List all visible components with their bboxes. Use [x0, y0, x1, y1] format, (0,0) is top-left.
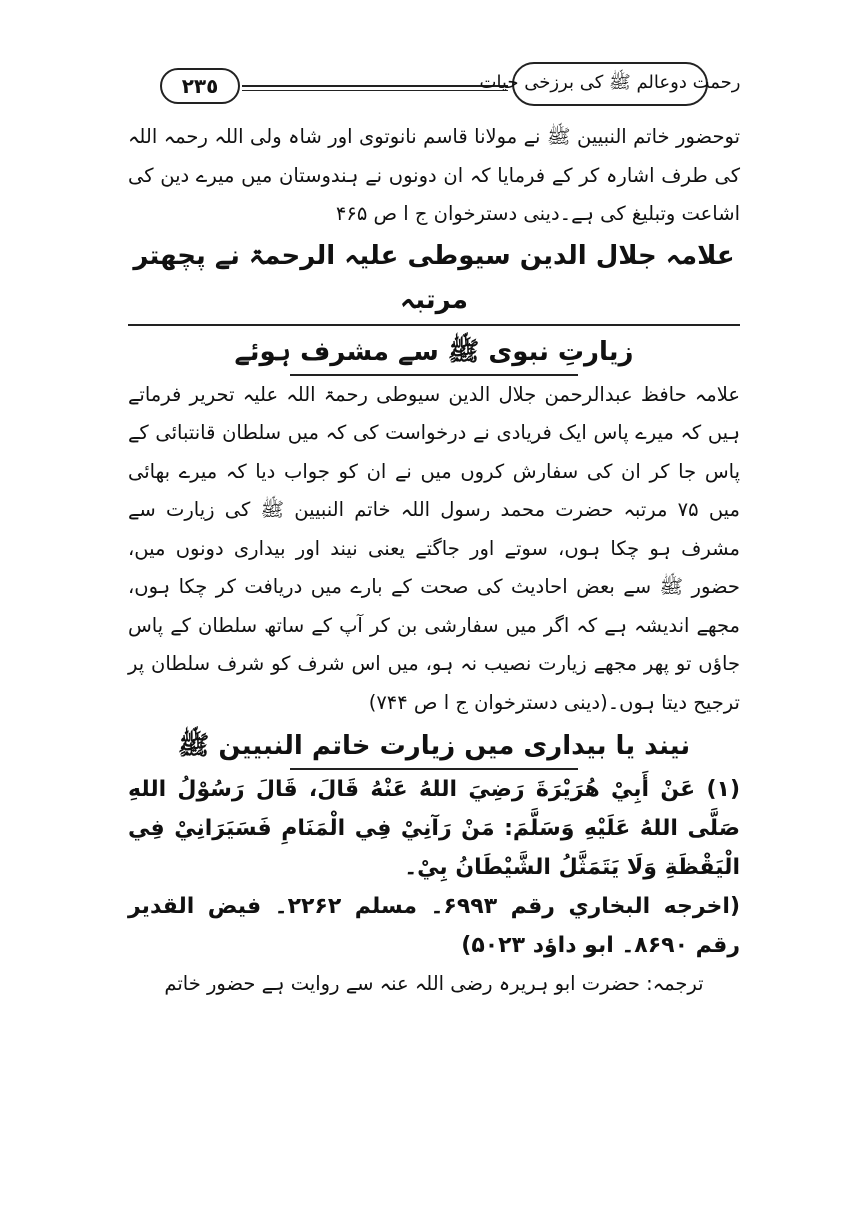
section-heading-line-2: زیارتِ نبوی ﷺ سے مشرف ہوئے: [128, 330, 740, 376]
paragraph-1: توحضور خاتم النبیین ﷺ نے مولانا قاسم نانوتوی اور شاہ ولی اللہ رحمہ اللہ کی طرف اشارہ کر کے فرمایا کہ ان دونوں نے ہندوستان میں میرے دین کی اشاعت وتبلیغ کی ہے۔دینی دسترخوان ج ا ص ۴۶۵: [128, 125, 740, 225]
header-rule-thin: [242, 90, 508, 91]
page-header: [150, 62, 741, 122]
hadith-text: (۱) عَنْ أَبِيْ هُرَيْرَةَ رَضِيَ اللهُ عَنْهُ قَالَ، قَالَ رَسُوْلُ اللهِ صَلَّى اللهُ عَلَيْهِ وَسَلَّمَ: مَنْ رَآنِيْ فِي الْمَنَامِ فَسَيَرَانِيْ فِي الْيَقْظَةِ وَلَا يَتَمَثَّلُ الشَّيْطَانُ بِيْ۔: [128, 777, 740, 880]
section-heading-line-1: علامہ جلال الدین سیوطی علیہ الرحمۃ نے پچھتر مرتبہ: [128, 234, 740, 326]
page-number: ٢٣٥: [160, 68, 240, 104]
running-title: رحمت دوعالم ﷺ کی برزخی حیات: [512, 62, 708, 106]
paragraph-2: علامہ حافظ عبدالرحمن جلال الدین سیوطی رحمۃ اللہ علیہ تحریر فرماتے ہیں کہ میرے پاس ایک فریادی نے درخواست کی کہ میں سلطان قانتبائی کے پاس جا کر ان کی سفارش کروں میں نے ان کو جواب دیا کہ میرے بھائی میں ۷۵ مرتبہ حضرت محمد رسول اللہ خاتم النبیین ﷺ کی زیارت سے مشرف ہو چکا ہوں، سوتے اور جاگتے یعنی نیند اور بیداری دونوں میں، حضور ﷺ سے بعض احادیث کی صحت کے بارے میں دریافت کر چکا ہوں، مجھے اندیشہ ہے کہ اگر میں سفارشی بن کر آپ کے ساتھ سلطان کے پاس جاؤں تو پھر مجھے زیارت نصیب نہ ہو، میں اس شرف کو شرف سلطان پر ترجیح دیتا ہوں۔(دینی دسترخوان ج ا ص ۷۴۴): [128, 382, 741, 714]
header-rule: [242, 85, 508, 87]
section-heading-2: نیند یا بیداری میں زیارت خاتم النبیین ﷺ: [128, 724, 740, 770]
hadith-reference: (اخرجه البخاري رقم ۶۹۹۳۔ مسلم ۲۲۶۲۔ فيض القدير رقم ۸۶۹۰۔ ابو داؤد ۵۰۲۳): [128, 894, 740, 958]
page-body: [128, 118, 740, 1004]
translation-line: ترجمہ: حضرت ابو ہریرہ رضی اللہ عنہ سے روایت ہے حضور خاتم: [164, 972, 704, 995]
